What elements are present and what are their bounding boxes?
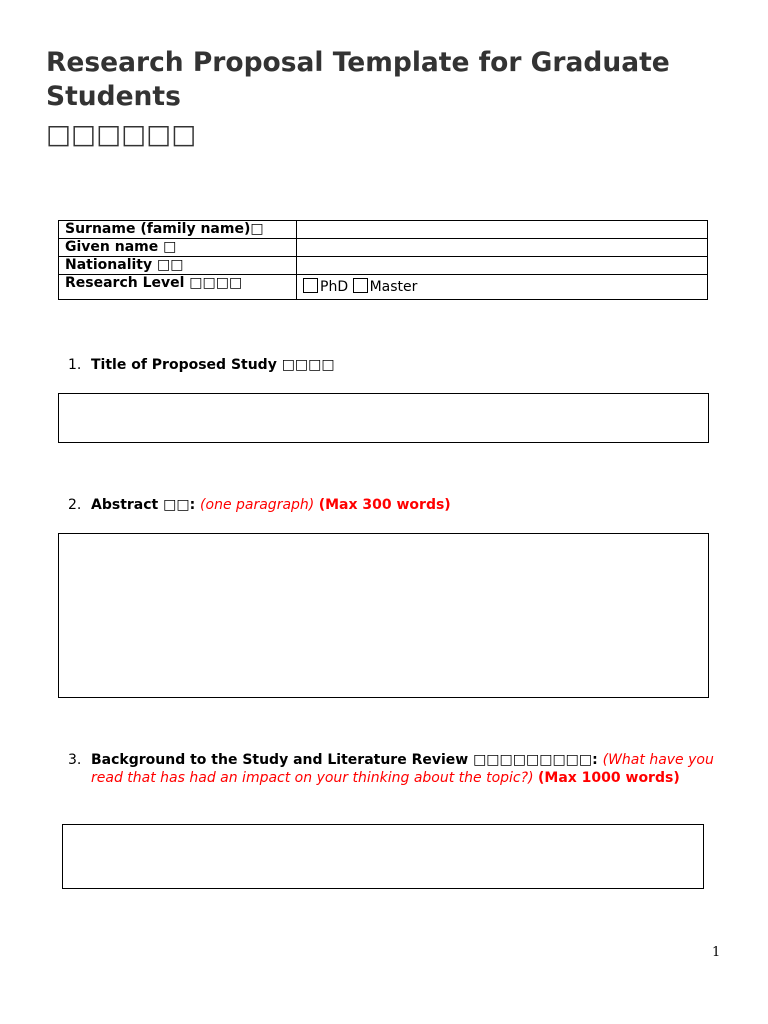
section-3-heading	[68, 751, 718, 787]
surname-label: Surname (family name)□	[59, 221, 297, 239]
master-checkbox[interactable]	[353, 278, 368, 293]
abstract-field[interactable]	[58, 533, 709, 698]
document-title-chinese: □□□□□□	[46, 119, 197, 150]
nationality-label: Nationality □□	[59, 257, 297, 275]
research-level-options	[297, 275, 708, 300]
master-option-label: Master	[369, 279, 418, 295]
section-colon: :	[592, 752, 603, 768]
background-literature-field[interactable]	[62, 824, 704, 889]
section-1-heading	[68, 356, 718, 374]
section-note: (one paragraph)	[200, 497, 319, 513]
section-title: Title of Proposed Study □□□□	[91, 357, 335, 373]
word-limit: (Max 300 words)	[318, 497, 451, 513]
table-row	[59, 275, 708, 300]
word-limit: (Max 1000 words)	[537, 770, 680, 786]
research-level-label: Research Level □□□□	[59, 275, 297, 300]
section-title: Background to the Study and Literature Review □□□□□□□□□	[91, 752, 593, 768]
section-title: Abstract □□	[91, 497, 190, 513]
section-note: (What have you read that has had an impact on your thinking about the topic?)	[91, 752, 714, 786]
phd-checkbox[interactable]	[303, 278, 318, 293]
section-number: 3.	[68, 752, 82, 768]
surname-field[interactable]	[297, 221, 708, 239]
table-row	[59, 257, 708, 275]
applicant-info-table	[58, 220, 708, 300]
given-name-label: Given name □	[59, 239, 297, 257]
document-title: Research Proposal Template for Graduate Students	[46, 47, 670, 112]
page-number: 1	[712, 945, 721, 960]
table-row	[59, 239, 708, 257]
nationality-field[interactable]	[297, 257, 708, 275]
section-number: 2.	[68, 497, 82, 513]
section-2-heading	[68, 496, 718, 514]
table-row	[59, 221, 708, 239]
section-number: 1.	[68, 357, 82, 373]
phd-option-label: PhD	[320, 279, 349, 295]
proposed-study-title-field[interactable]	[58, 393, 709, 443]
given-name-field[interactable]	[297, 239, 708, 257]
section-colon: :	[189, 497, 201, 513]
